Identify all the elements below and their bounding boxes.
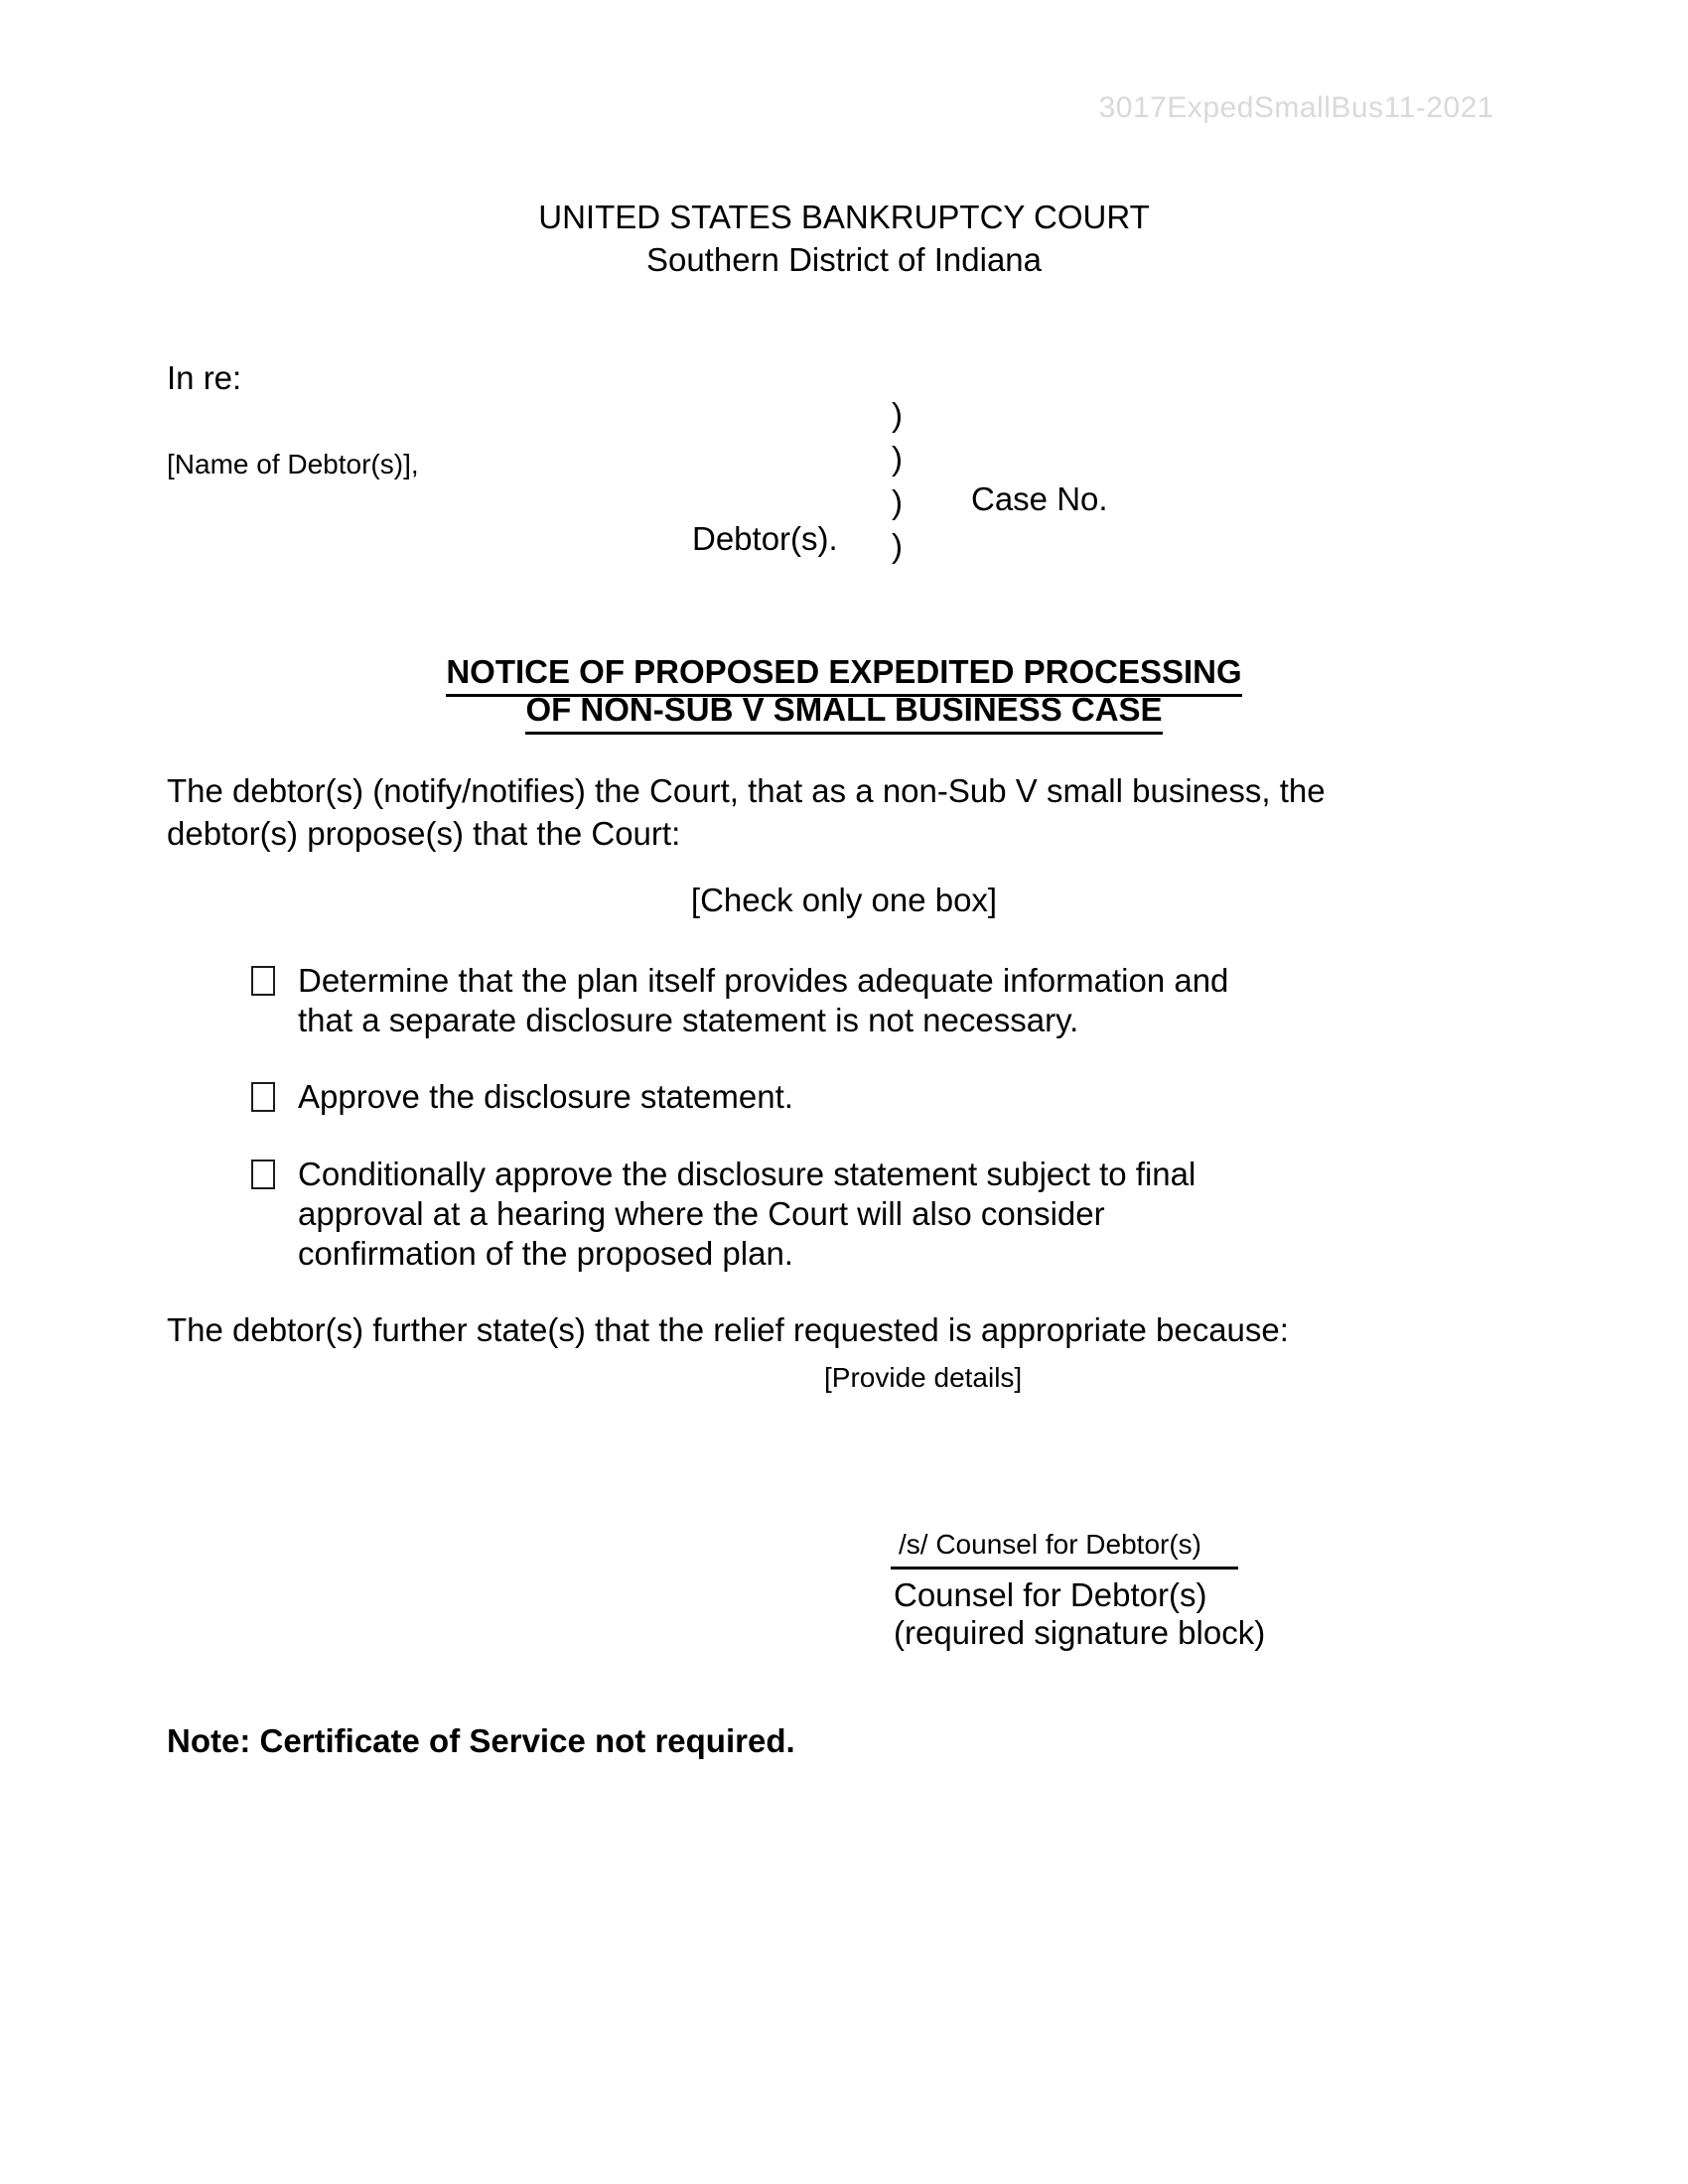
caption-paren: ) — [892, 396, 903, 433]
option-line: approval at a hearing where the Court will also consider — [298, 1195, 1105, 1232]
option-line: that a separate disclosure statement is not necessary. — [298, 1002, 1079, 1038]
option-line: Approve the disclosure statement. — [298, 1078, 793, 1115]
further-statement — [167, 1308, 1289, 1351]
debtor-name-placeholder: [Name of Debtor(s)], — [167, 449, 419, 479]
certificate-note: Note: Certificate of Service not required. — [167, 1722, 795, 1759]
option-2-checkbox[interactable] — [251, 1082, 275, 1112]
intro-paragraph — [167, 769, 1326, 855]
debtor-label: Debtor(s). — [692, 520, 838, 557]
notice-title-line2 — [0, 691, 1688, 735]
option-line: confirmation of the proposed plan. — [298, 1235, 793, 1272]
provide-details-placeholder: [Provide details] — [824, 1362, 1023, 1393]
caption-paren: ) — [892, 440, 903, 477]
signature-name: Counsel for Debtor(s) — [894, 1576, 1207, 1613]
intro-line: The debtor(s) (notify/notifies) the Court, that as a non-Sub V small business, the — [167, 772, 1326, 809]
option-line: Determine that the plan itself provides adequate information and — [298, 962, 1229, 999]
notice-title-text: OF NON-SUB V SMALL BUSINESS CASE — [525, 691, 1162, 735]
intro-line: debtor(s) propose(s) that the Court: — [167, 815, 681, 852]
signature-text: /s/ Counsel for Debtor(s) — [899, 1529, 1201, 1560]
option-1-text — [298, 961, 1228, 1040]
option-line: Conditionally approve the disclosure statement subject to final — [298, 1156, 1196, 1192]
signature-line — [891, 1529, 1238, 1570]
form-id-watermark: 3017ExpedSmallBus11-2021 — [1098, 91, 1494, 124]
case-number-label: Case No. — [971, 480, 1108, 517]
court-name: UNITED STATES BANKRUPTCY COURT — [538, 199, 1150, 235]
option-1-checkbox[interactable] — [251, 966, 275, 996]
further-statement-line: The debtor(s) further state(s) that the relief requested is appropriate because: — [167, 1311, 1289, 1348]
caption-divider — [892, 393, 903, 568]
option-3-text — [298, 1155, 1196, 1274]
option-3-checkbox[interactable] — [251, 1160, 275, 1189]
notice-title-text: NOTICE OF PROPOSED EXPEDITED PROCESSING — [446, 653, 1241, 697]
in-re-label: In re: — [167, 359, 242, 396]
signature-block-note: (required signature block) — [894, 1614, 1266, 1651]
court-district: Southern District of Indiana — [645, 241, 1043, 278]
caption-paren: ) — [892, 483, 903, 520]
check-instruction: [Check only one box] — [690, 882, 998, 918]
option-2-text — [298, 1077, 793, 1117]
caption-paren: ) — [892, 527, 903, 564]
